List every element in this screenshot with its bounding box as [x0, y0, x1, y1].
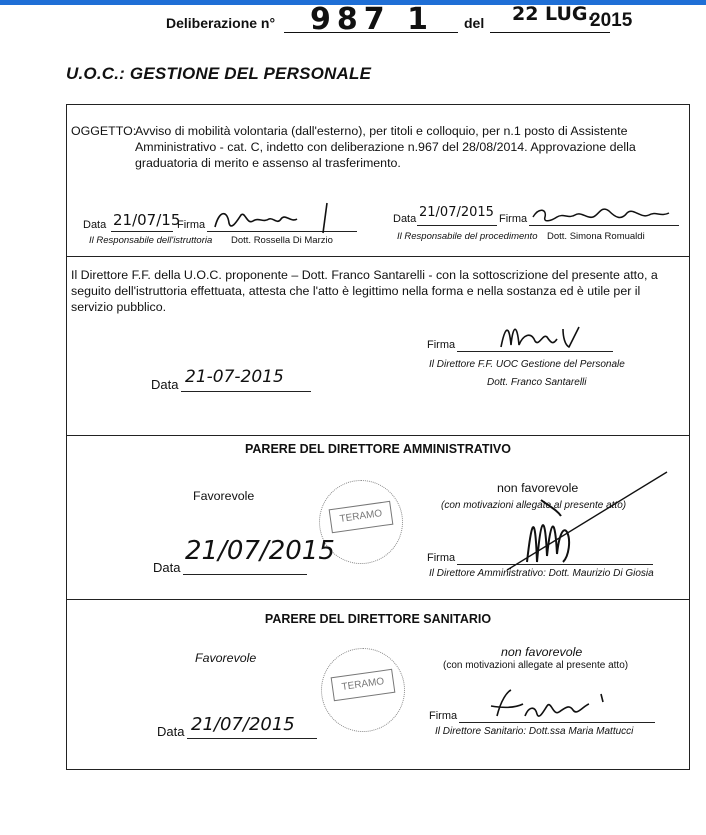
deliberazione-label: Deliberazione n° — [166, 15, 276, 31]
sanitario-non-favorevole: non favorevole — [501, 645, 583, 659]
direttore-uoc-name: Dott. Franco Santarelli — [487, 377, 587, 388]
deliberazione-header — [160, 2, 680, 37]
direttore-uoc-box — [66, 256, 690, 436]
procedimento-name: Dott. Simona Romualdi — [547, 231, 645, 242]
oggetto-label: OGGETTO: — [71, 124, 137, 138]
amministrativo-firma-label: Firma — [427, 552, 456, 564]
istruttoria-data-value: 21/07/15 — [113, 211, 181, 229]
deliberazione-date: 22 LUG. — [512, 3, 595, 25]
amministrativo-data-value: 21/07/2015 — [185, 536, 335, 566]
sanitario-motivazioni: (con motivazioni allegate al presente atto) — [443, 660, 629, 671]
sanitario-firma-label: Firma — [429, 710, 458, 722]
sanitario-date-line — [187, 738, 317, 739]
sanitario-role: Il Direttore Sanitario: Dott.ssa Maria Mattucci — [435, 726, 634, 737]
istruttoria-data-label: Data — [83, 219, 107, 231]
direttore-uoc-data-value: 21-07-2015 — [185, 367, 284, 387]
procedimento-signature — [529, 201, 679, 229]
sanitario-data-label: Data — [157, 724, 185, 739]
direttore-uoc-line-1: Il Direttore F.F. della U.O.C. proponente – Dott. Franco Santarelli - con la sottoscrizione del presente atto, a — [71, 268, 658, 282]
direttore-uoc-role: Il Direttore F.F. UOC Gestione del Personale — [429, 359, 625, 370]
deliberazione-year: 2015 — [590, 10, 633, 31]
procedimento-date-line — [417, 225, 497, 226]
del-label: del — [464, 15, 485, 31]
parere-amministrativo-box — [66, 435, 690, 600]
procedimento-firma-label: Firma — [499, 213, 528, 225]
date-line — [490, 32, 610, 33]
procedimento-role: Il Responsabile del procedimento — [397, 231, 538, 242]
sanitario-data-value: 21/07/2015 — [191, 714, 295, 735]
oggetto-line-2: Amministrativo - cat. C, indetto con deliberazione n.967 del 28/08/2014. Approvazione della — [135, 140, 636, 154]
parere-sanitario-title: PARERE DEL DIRETTORE SANITARIO — [264, 612, 492, 626]
istruttoria-name: Dott. Rossella Di Marzio — [231, 235, 333, 246]
direttore-uoc-date-line — [181, 391, 311, 392]
direttore-uoc-signature — [497, 317, 607, 353]
istruttoria-role: Il Responsabile dell'istruttoria — [89, 235, 213, 246]
parere-amministrativo-title: PARERE DEL DIRETTORE AMMINISTRATIVO — [245, 442, 511, 456]
amministrativo-role: Il Direttore Amministrativo: Dott. Maurizio Di Giosia — [429, 568, 654, 579]
procedimento-data-value: 21/07/2015 — [419, 205, 494, 220]
sanitario-stamp — [321, 648, 405, 732]
sanitario-stamp-text: TERAMO — [331, 669, 396, 701]
sanitario-favorevole: Favorevole — [195, 651, 257, 665]
amministrativo-motivazioni: (con motivazioni allegate al presente atto) — [441, 500, 627, 511]
oggetto-box — [66, 104, 690, 257]
oggetto-line-3: graduatoria di merito e assenso al trasferimento. — [135, 156, 401, 170]
sanitario-signature — [477, 686, 627, 726]
direttore-uoc-firma-label: Firma — [427, 339, 456, 351]
direttore-uoc-line-2: seguito dell'istruttoria effettuata, attesta che l'atto è legittimo nella forma e nella sostanza ed è utile per il — [71, 284, 641, 298]
parere-sanitario-box — [66, 599, 690, 770]
section-title: U.O.C.: GESTIONE DEL PERSONALE — [66, 64, 372, 83]
amministrativo-non-favorevole: non favorevole — [497, 481, 579, 495]
istruttoria-date-line — [111, 231, 173, 232]
amministrativo-stamp-text: TERAMO — [329, 501, 394, 533]
procedimento-data-label: Data — [393, 213, 417, 225]
oggetto-line-1: Avviso di mobilità volontaria (dall'esterno), per titoli e colloquio, per n.1 posto di Assistente — [135, 124, 628, 138]
istruttoria-signature — [207, 201, 357, 235]
istruttoria-firma-label: Firma — [177, 219, 206, 231]
deliberazione-number: 987 1 — [310, 2, 434, 37]
amministrativo-date-line — [183, 574, 307, 575]
direttore-uoc-data-label: Data — [151, 377, 179, 392]
amministrativo-favorevole: Favorevole — [193, 489, 255, 503]
amministrativo-data-label: Data — [153, 560, 181, 575]
direttore-uoc-line-3: servizio pubblico. — [71, 300, 167, 314]
amministrativo-signature — [497, 466, 677, 576]
